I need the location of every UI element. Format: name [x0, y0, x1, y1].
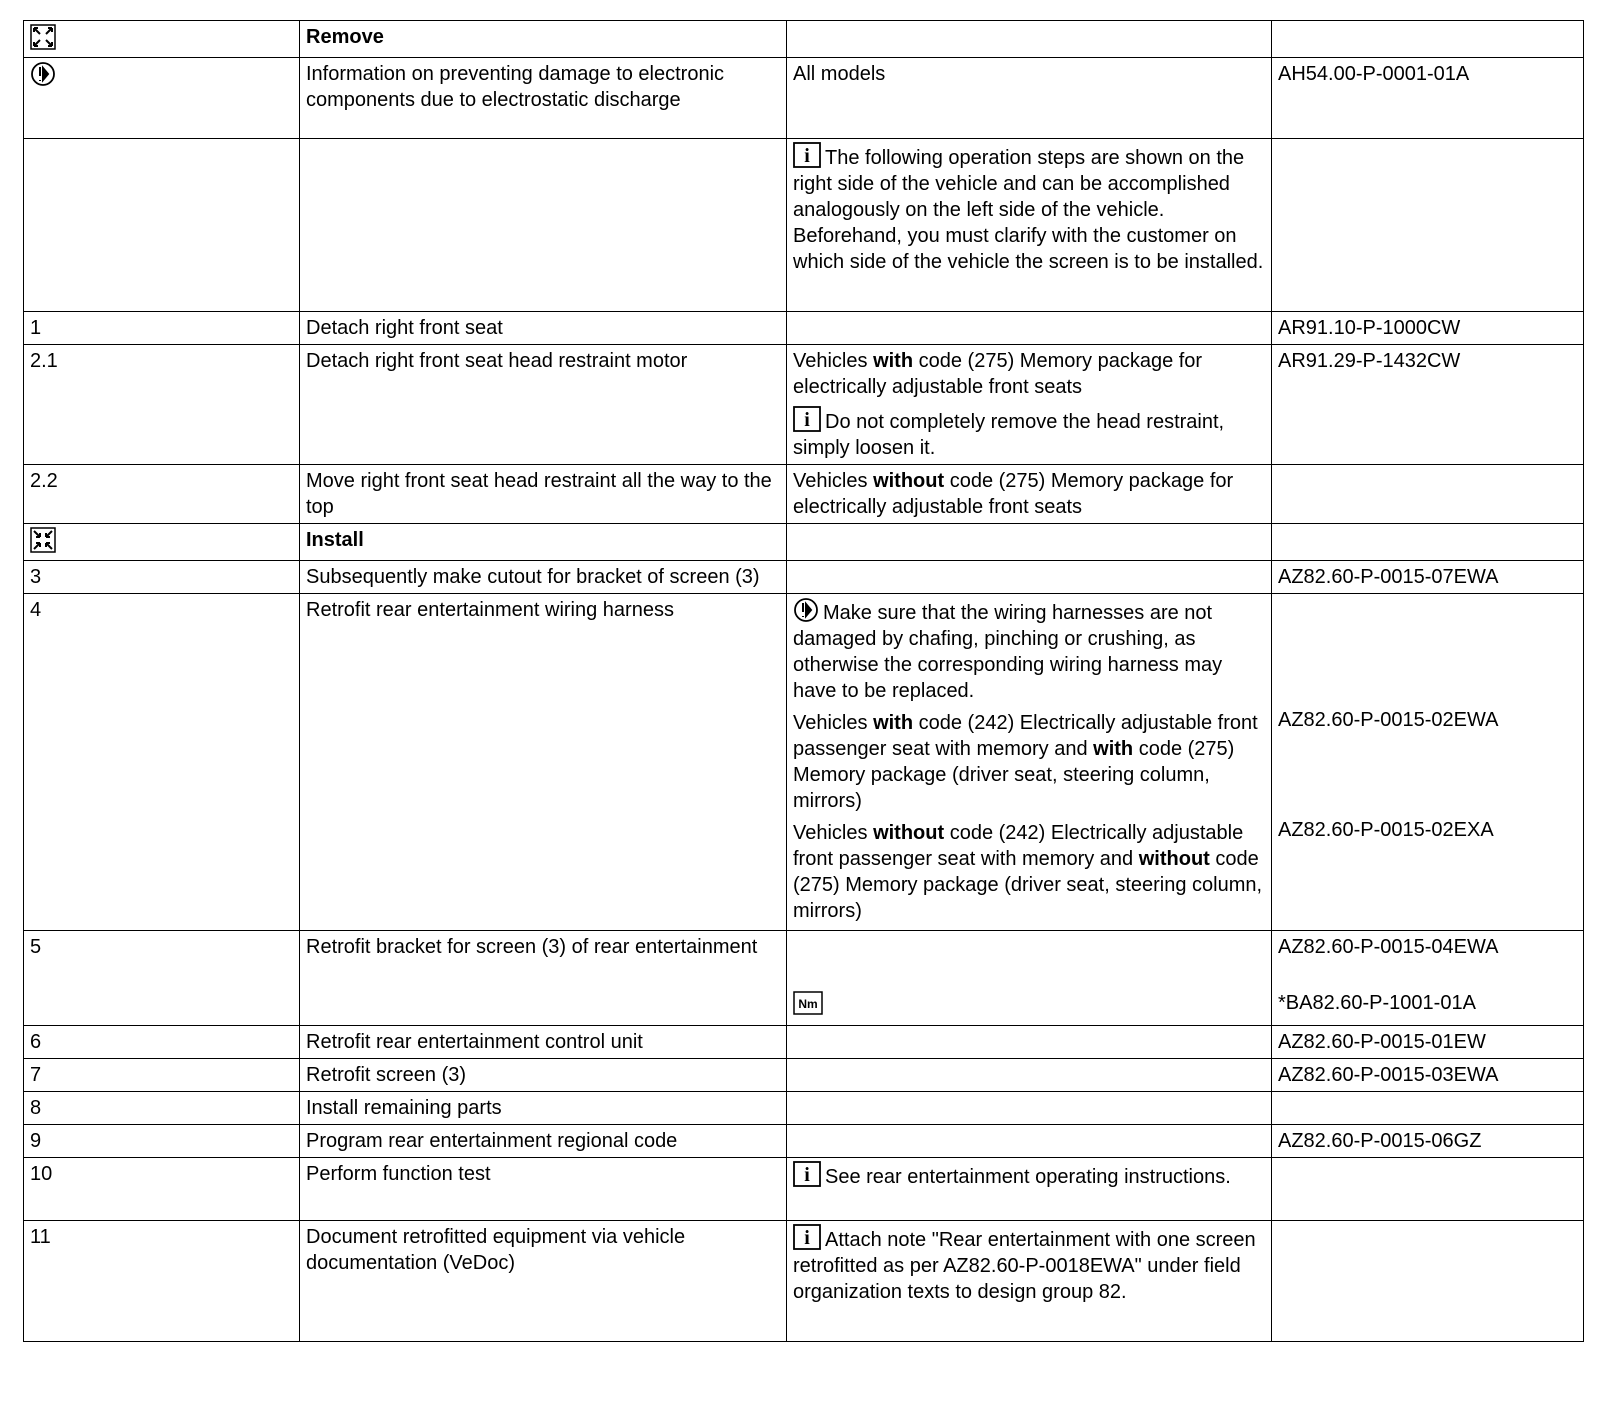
step-ref-link[interactable]: AZ82.60-P-0015-06GZ — [1272, 1125, 1584, 1158]
warning-note: Make sure that the wiring harnesses are not damaged by chafing, pinching or crushing, as otherwise the corresponding wiring harness may have to be replaced. — [793, 597, 1266, 704]
condition-text: Vehicles with code (275) Memory package for electrically adjustable front seats — [793, 350, 1203, 398]
step-text: Document retrofitted equipment via vehicle documentation (VeDoc) — [300, 1221, 787, 1342]
torque-icon — [793, 991, 823, 1015]
step-number: 1 — [24, 312, 300, 345]
step-number: 2.2 — [24, 465, 300, 524]
step-ref-link[interactable]: AR91.10-P-1000CW — [1272, 312, 1584, 345]
condition-text: Vehicles without code (275) Memory package for electrically adjustable front seats — [793, 470, 1234, 518]
step-ref-link[interactable]: AZ82.60-P-0015-03EWA — [1272, 1059, 1584, 1092]
table-row-step-11 — [24, 1221, 1584, 1342]
install-icon — [30, 527, 56, 553]
info-note: i Attach note "Rear entertainment with one screen retrofitted as per AZ82.60-P-0018EWA" under field organization texts to design group 82. — [793, 1224, 1266, 1305]
table-row-esd — [24, 58, 1584, 139]
step-number: 5 — [24, 931, 300, 1026]
info-note: i Do not completely remove the head restraint, simply loosen it. — [793, 406, 1266, 461]
info-icon — [793, 1161, 821, 1187]
step-text: Program rear entertainment regional code — [300, 1125, 787, 1158]
step-text: Retrofit rear entertainment wiring harness — [300, 594, 787, 931]
caution-icon — [30, 61, 56, 87]
step-text: Detach right front seat — [300, 312, 787, 345]
step-number: 4 — [24, 594, 300, 931]
step-number: 9 — [24, 1125, 300, 1158]
step-number: 3 — [24, 561, 300, 594]
info-icon — [793, 142, 821, 168]
table-row-info-note — [24, 139, 1584, 312]
install-heading: Install — [300, 524, 787, 561]
step-text: Retrofit bracket for screen (3) of rear entertainment — [300, 931, 787, 1026]
table-row-step-6 — [24, 1026, 1584, 1059]
step-text: Move right front seat head restraint all the way to the top — [300, 465, 787, 524]
svg-text:i: i — [804, 145, 810, 167]
step-ref-link[interactable]: AZ82.60-P-0015-04EWA — [1278, 936, 1499, 958]
table-row-step-4 — [24, 594, 1584, 931]
step-ref-link[interactable]: AZ82.60-P-0015-07EWA — [1272, 561, 1584, 594]
step-text: Retrofit screen (3) — [300, 1059, 787, 1092]
step-text: Install remaining parts — [300, 1092, 787, 1125]
table-row-remove — [24, 21, 1584, 58]
table-row-step-3 — [24, 561, 1584, 594]
step-number: 11 — [24, 1221, 300, 1342]
table-row-step-5 — [24, 931, 1584, 1026]
step-number: 6 — [24, 1026, 300, 1059]
step-ref-link[interactable]: AZ82.60-P-0015-02EWA — [1278, 709, 1499, 731]
table-row-step-2-2 — [24, 465, 1584, 524]
step-number: 7 — [24, 1059, 300, 1092]
table-row-install — [24, 524, 1584, 561]
step-ref-link[interactable]: AR91.29-P-1432CW — [1272, 345, 1584, 465]
table-row-step-7 — [24, 1059, 1584, 1092]
step-text: Detach right front seat head restraint motor — [300, 345, 787, 465]
condition-text: Vehicles without code (242) Electrically adjustable front passenger seat with memory and without code (275) Memory package (driver seat, steering column, mirrors) — [793, 822, 1263, 922]
remove-heading: Remove — [300, 21, 787, 58]
step-text: Perform function test — [300, 1158, 787, 1221]
table-row-step-2-1 — [24, 345, 1584, 465]
remove-icon — [30, 24, 56, 50]
step-text: Retrofit rear entertainment control unit — [300, 1026, 787, 1059]
info-note: i See rear entertainment operating instructions. — [793, 1161, 1266, 1190]
svg-text:i: i — [804, 1164, 810, 1186]
info-icon — [793, 406, 821, 432]
condition-text: Vehicles with code (242) Electrically adjustable front passenger seat with memory and with code (275) Memory package (driver seat, steering column, mirrors) — [793, 712, 1258, 812]
info-icon — [793, 1224, 821, 1250]
caution-icon — [793, 597, 819, 623]
table-row-step-10 — [24, 1158, 1584, 1221]
step-number: 8 — [24, 1092, 300, 1125]
step-ref-link[interactable]: AZ82.60-P-0015-02EXA — [1278, 819, 1494, 841]
torque-ref-link[interactable]: *BA82.60-P-1001-01A — [1278, 992, 1476, 1014]
info-note: i The following operation steps are shown on the right side of the vehicle and can be accomplished analogously on the left side of the vehicle. Beforehand, you must clarify with the customer on which side of the vehicle the screen is to be installed. — [793, 142, 1266, 275]
step-ref-link[interactable]: AZ82.60-P-0015-01EW — [1272, 1026, 1584, 1059]
table-row-step-9 — [24, 1125, 1584, 1158]
svg-text:i: i — [804, 1227, 810, 1249]
esd-ref-link[interactable]: AH54.00-P-0001-01A — [1272, 58, 1584, 139]
step-number: 2.1 — [24, 345, 300, 465]
step-text: Subsequently make cutout for bracket of screen (3) — [300, 561, 787, 594]
procedure-table — [23, 20, 1584, 1342]
step-number: 10 — [24, 1158, 300, 1221]
esd-info-text: Information on preventing damage to electronic components due to electrostatic discharge — [300, 58, 787, 139]
svg-text:i: i — [804, 409, 810, 431]
table-row-step-8 — [24, 1092, 1584, 1125]
svg-text:Nm: Nm — [798, 997, 818, 1011]
esd-models: All models — [787, 58, 1272, 139]
table-row-step-1 — [24, 312, 1584, 345]
